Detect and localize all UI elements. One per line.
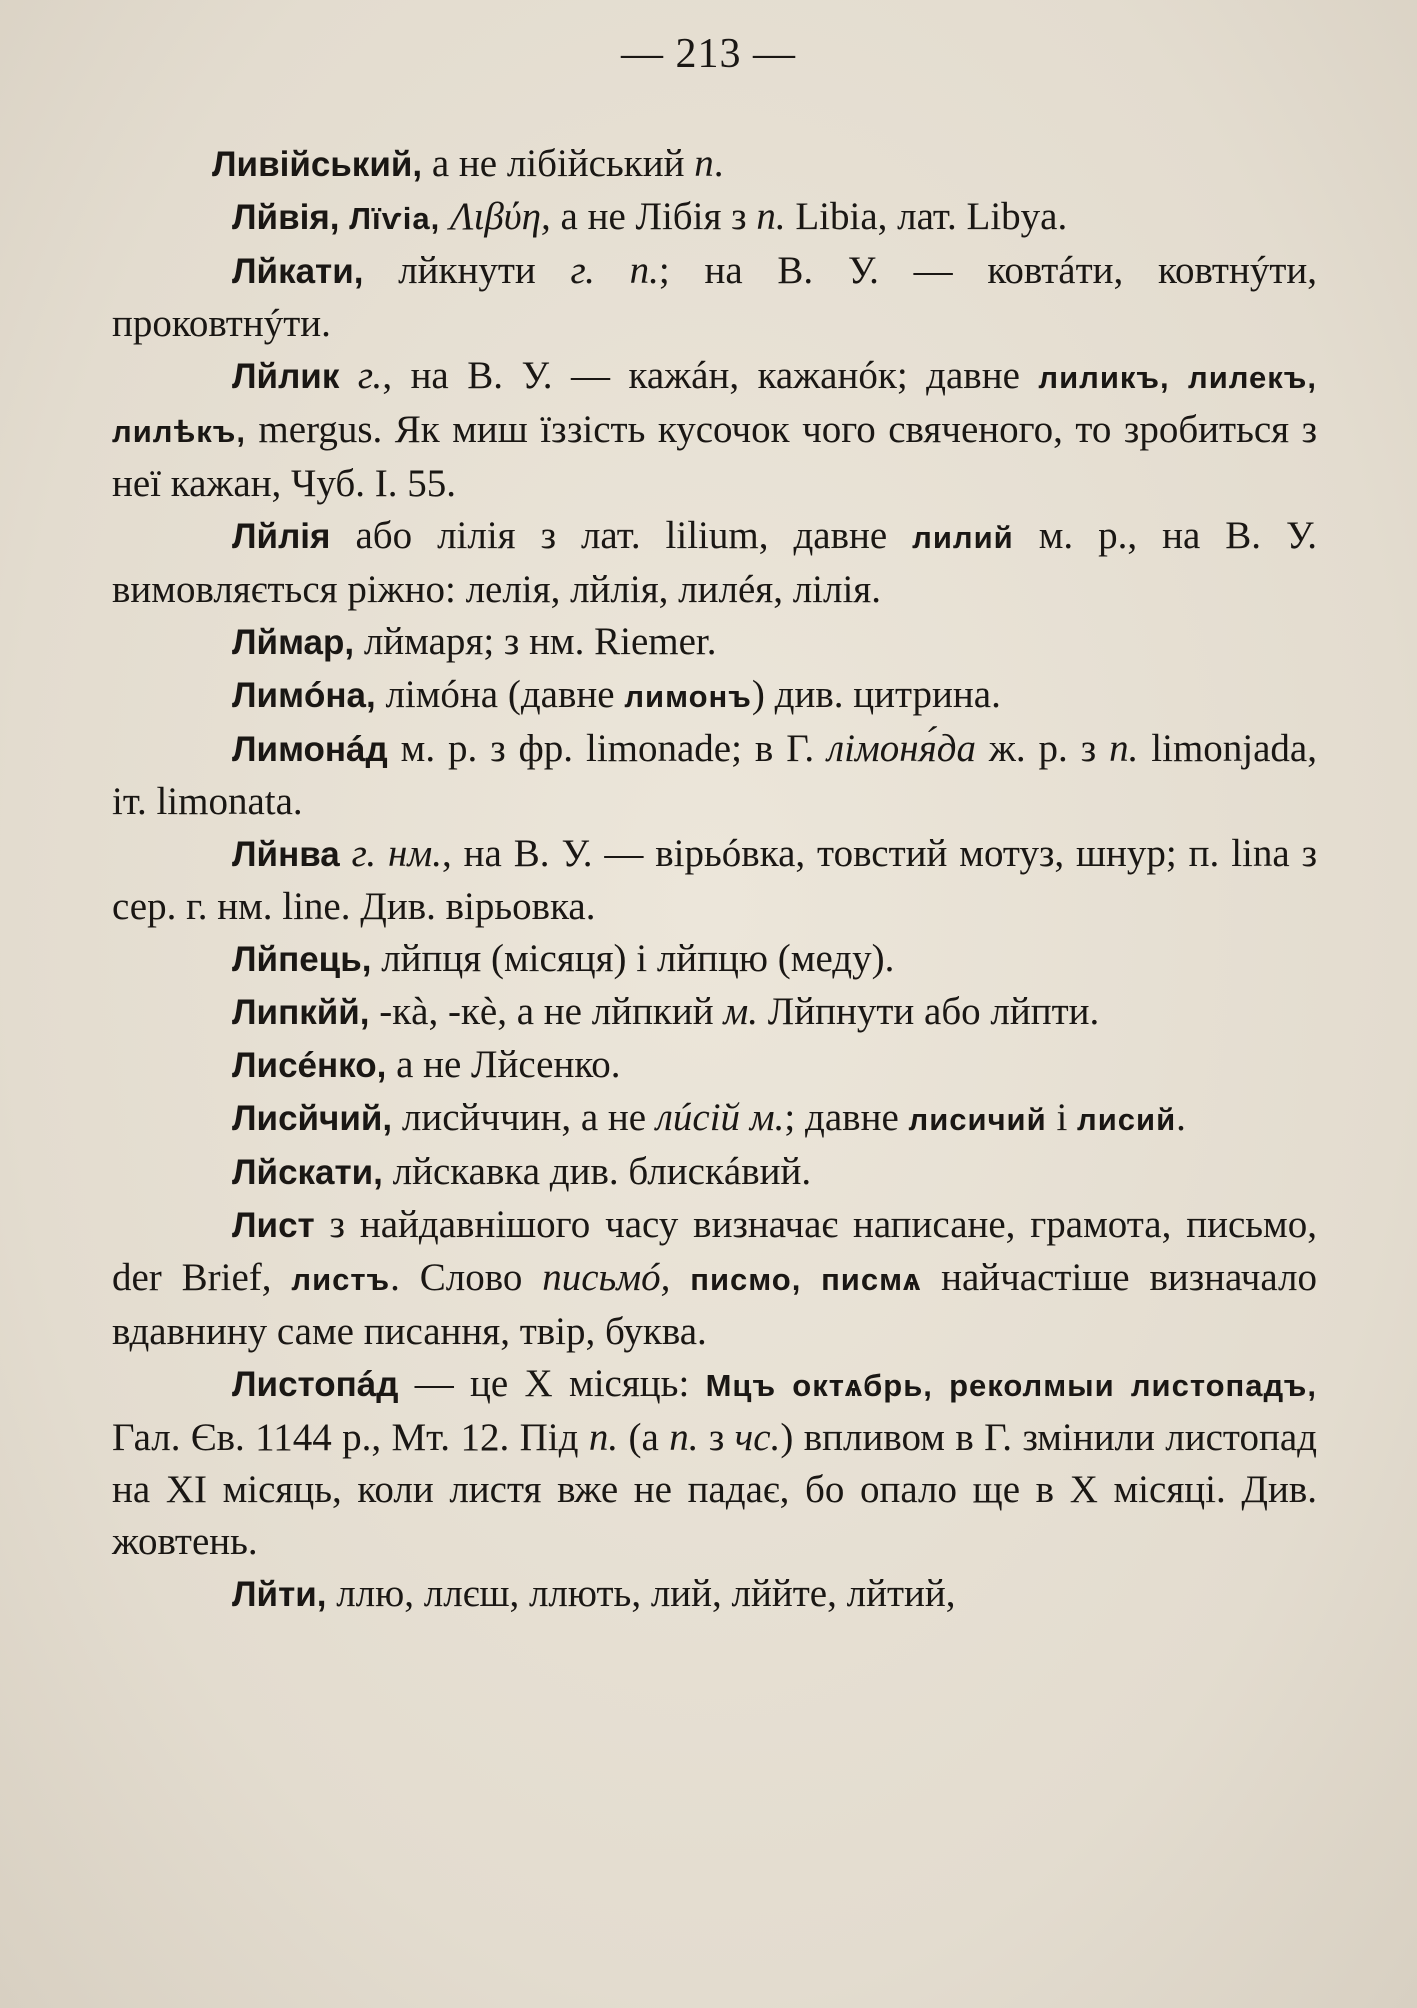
entry: Лйвія, Лїѵіа, Λιβύη, а не Лібія з п. Libia, лат. Libya. [232, 195, 1068, 238]
entry: Лйнва г. нм., на В. У. — вірьóвка, товстий мотуз, шнур; п. lina з сер. г. нм. line. Див. вірьовка. [112, 832, 1317, 928]
old-cyrillic-form: Мцъ октѧбрь, реколмыи листопадъ, [705, 1368, 1317, 1403]
headword: Лйскати, [232, 1153, 383, 1192]
old-cyrillic-form: листъ [291, 1262, 391, 1297]
page-number: — 213 — [621, 31, 796, 77]
headword: Лисéнко, [232, 1046, 387, 1085]
headword: Липкйй, [232, 993, 370, 1032]
headword: Лймар, [232, 623, 355, 662]
entry: Лисéнко, а не Лйсенко. [232, 1043, 621, 1086]
headword: Лйлія [232, 517, 331, 556]
entry: Листопáд — це X місяць: Мцъ октѧбрь, реколмыи листопадъ, Гал. Єв. 1144 р., Мт. 12. Під п. (а п. з чс.) впливом в Г. змінили листопад на XI місяць, коли листя вже не падає, бо опало ще в X місяці. Див. жовтень. [112, 1362, 1317, 1563]
old-cyrillic-form: лимонъ [624, 679, 752, 714]
headword: Лйкати, [232, 252, 364, 291]
headword: Лисйчий, [232, 1099, 393, 1138]
headword: Лимонáд [232, 730, 388, 769]
headword: Лйти, [232, 1575, 327, 1614]
entry: Лйпець, лйпця (місяця) і лйпцю (меду). [232, 937, 895, 980]
entry: Лйти, ллю, ллєш, ллють, лий, лййте, лйтий, [232, 1572, 956, 1615]
dictionary-text [112, 138, 1317, 1621]
entry: Ливійський, а не лібійський п. [212, 142, 724, 185]
old-cyrillic-form: лилий [912, 520, 1014, 555]
headword: Ливійський, [212, 145, 423, 184]
entry: Лйлія або лілія з лат. lilium, давне лилий м. р., на В. У. вимовляється ріжно: лелія, лйлія, лилéя, лілія. [112, 514, 1317, 611]
entry: Лимонáд м. р. з фр. limonade; в Г. лімоня́да ж. р. з п. limonjada, іт. limonata. [112, 727, 1317, 823]
headword: Лйнва [232, 835, 340, 874]
headword: Лйпець, [232, 940, 372, 979]
entry: Лист з найдавнішого часу визначає написане, грамота, письмо, der Brief, листъ. Слово письмó, писмо, писмѧ найчастіше визначало вдавнину саме писання, твір, буква. [112, 1203, 1317, 1353]
headword: Листопáд [232, 1365, 399, 1404]
entry: Лимóна, лімóна (давне лимонъ) див. цитрина. [232, 673, 1001, 716]
entry: Лйкати, лйкнути г. п.; на В. У. — ковтáти, ковтнýти, проковтнýти. [112, 249, 1317, 345]
entry: Липкйй, -кà, -кè, а не лйпкий м. Лйпнути або лйпти. [232, 990, 1100, 1033]
headword: Лйлик [232, 357, 340, 396]
old-cyrillic-form: лисий [1077, 1102, 1177, 1137]
entry: Лйскати, лйскавка див. блискáвий. [232, 1150, 812, 1193]
entry: Лисйчий, лисйччин, а не лúсій м.; давне лисичий і лисий. [232, 1096, 1186, 1139]
old-cyrillic-form: писмо, писмѧ [690, 1262, 922, 1297]
headword: Лйвія, [232, 198, 340, 237]
old-cyrillic-form: лисичий [908, 1102, 1047, 1137]
old-cyrillic-form: Лїѵіа, [349, 201, 441, 236]
headword: Лист [232, 1206, 315, 1245]
old-cyrillic-form: лиликъ, лилекъ, лилѣкъ, [112, 360, 1318, 449]
entry: Лйлик г., на В. У. — кажáн, кажанóк; давне лиликъ, лилекъ, лилѣкъ, mergus. Як миш їззість кусочок чого свяченого, то зробиться з неї кажан, Чуб. І. 55. [112, 354, 1318, 505]
entry: Лймар, лймаря; з нм. Riemer. [232, 620, 717, 663]
headword: Лимóна, [232, 676, 376, 715]
